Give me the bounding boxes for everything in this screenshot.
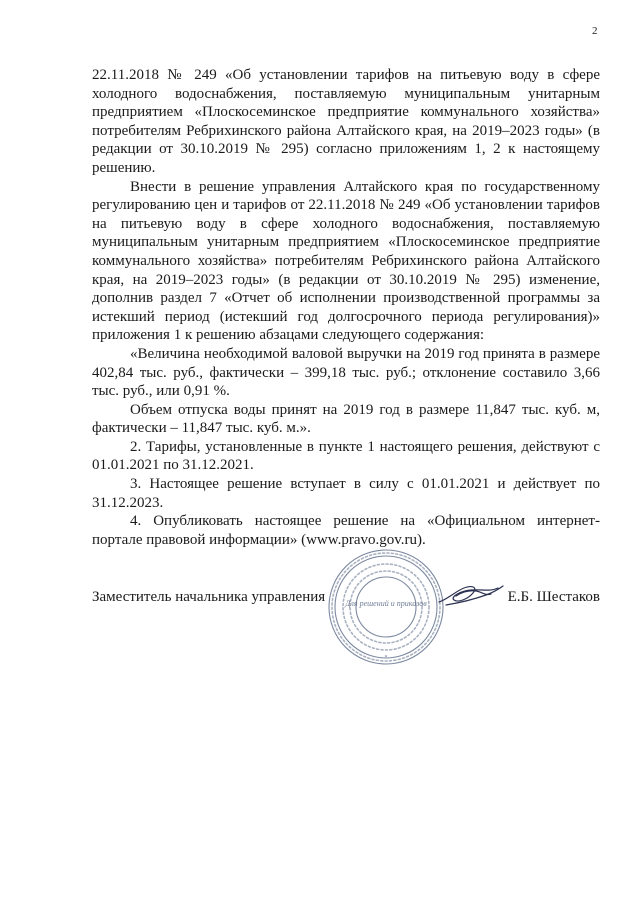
- document-body: [92, 66, 600, 549]
- paragraph-amendment: Внести в решение управления Алтайского края по государственному регулированию цен и тарифов от 22.11.2018 № 249 «Об установлении тарифов на питьевую воду в сфере холодного водоснабжения, поставляемую муниципальным унитарным предприятием «Плоскосеминское предприятие коммунального хозяйства» потребителям Ребрихинского района Алтайского края, на 2019–2023 годы» (в редакции от 30.10.2019 № 295) изменение, дополнив раздел 7 «Отчет об исполнении производственной программы за истекший период (истекший год долгосрочного периода регулирования)» приложения 1 к решению абзацами следующего содержания:: [92, 178, 600, 344]
- paragraph-water-volume: Объем отпуска воды принят на 2019 год в размере 11,847 тыс. куб. м, фактически – 11,847 тыс. куб. м.».: [92, 401, 600, 437]
- handwritten-signature: [436, 578, 506, 612]
- stamp-center-text: Для решений и приказов: [345, 599, 427, 608]
- paragraph-item-2: 2. Тарифы, установленные в пункте 1 настоящего решения, действуют с 01.01.2021 по 31.12.2021.: [92, 438, 600, 474]
- paragraph-revenue-quote: «Величина необходимой валовой выручки на 2019 год принята в размере 402,84 тыс. руб., фактически – 399,18 тыс. руб.; отклонение составило 3,66 тыс. руб., или 0,91 %.: [92, 345, 600, 400]
- paragraph-intro-continuation: 22.11.2018 № 249 «Об установлении тарифов на питьевую воду в сфере холодного водоснабжения, поставляемую муниципальным унитарным предприятием «Плоскосеминское предприятие коммунального хозяйства» потребителям Ребрихинского района Алтайского края, на 2019–2023 годы» (в редакции от 30.10.2019 № 295) согласно приложениям 1, 2 к настоящему решению.: [92, 67, 600, 176]
- signatory-name: Е.Б. Шестаков: [507, 589, 600, 605]
- stamp-star-glyph: *: [384, 655, 388, 661]
- page-number: 2: [592, 25, 598, 37]
- paragraph-item-4: 4. Опубликовать настоящее решение на «Официальном интернет-портале правовой информации» (www.pravo.gov.ru).: [92, 513, 600, 548]
- official-stamp: [326, 547, 446, 667]
- paragraph-item-3: 3. Настоящее решение вступает в силу с 01.01.2021 и действует по 31.12.2023.: [92, 476, 600, 511]
- signatory-title: Заместитель начальника управления: [92, 589, 326, 605]
